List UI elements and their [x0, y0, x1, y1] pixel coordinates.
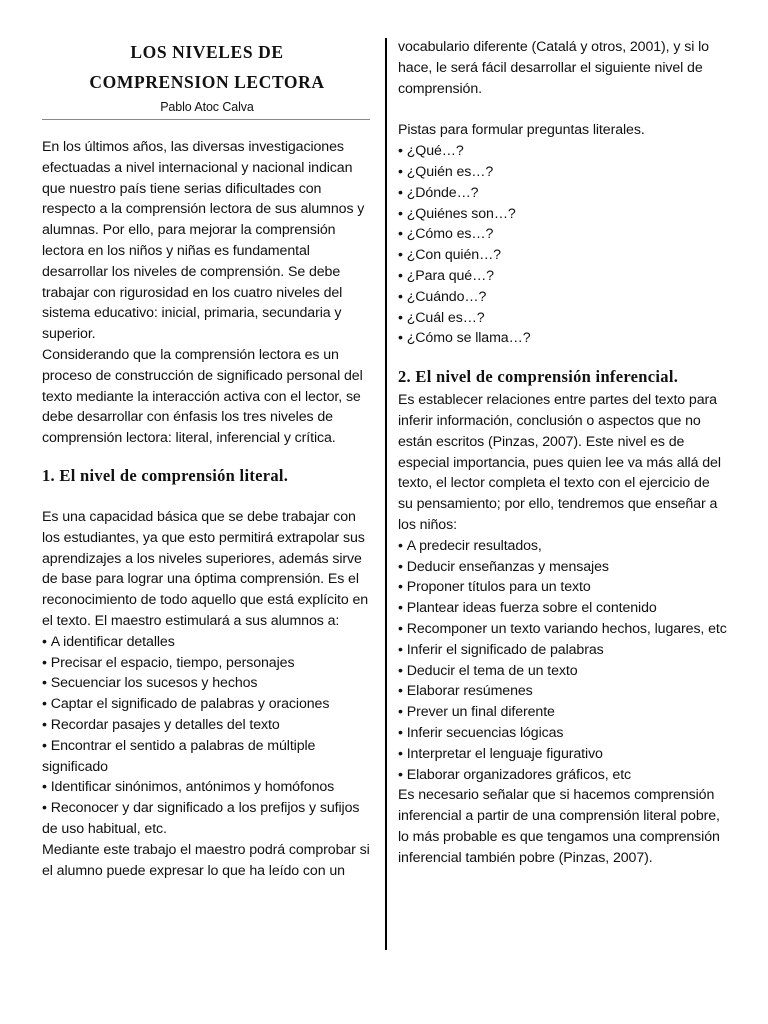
- list-item: • Secuenciar los sucesos y hechos: [42, 673, 372, 694]
- list-item: • A identificar detalles: [42, 632, 372, 653]
- list-item: • Elaborar resúmenes: [398, 681, 728, 702]
- list-item: • Captar el significado de palabras y oraciones: [42, 694, 372, 715]
- list-item: • Recomponer un texto variando hechos, lugares, etc: [398, 619, 728, 640]
- list-item: • Elaborar organizadores gráficos, etc: [398, 765, 728, 786]
- list-item: • Plantear ideas fuerza sobre el contenido: [398, 598, 728, 619]
- list-item: • ¿Cómo se llama…?: [398, 328, 728, 349]
- list-item: • Recordar pasajes y detalles del texto: [42, 715, 372, 736]
- column-divider: [385, 38, 387, 950]
- section-2-paragraph-1: Es establecer relaciones entre partes del texto para inferir información, conclusión o aspectos que no están escritos (Pinzas, 2007). Este nivel es de especial importancia, pues quien lee va más allá del texto, el lector completa el texto con el ejercicio de su pensamiento; por ello, tendremos que enseñar a los niños:: [398, 392, 721, 533]
- list-item: • Identificar sinónimos, antónimos y homófonos: [42, 777, 372, 798]
- list-item: • ¿Cuál es…?: [398, 308, 728, 329]
- list-item: • Inferir el significado de palabras: [398, 640, 728, 661]
- section-1-paragraph-2-continued: vocabulario diferente (Catalá y otros, 2001), y si lo hace, le será fácil desarrollar el siguiente nivel de comprensión.: [398, 39, 709, 97]
- title-rule: [42, 119, 370, 120]
- paragraph-gap: [398, 99, 728, 120]
- list-item: • ¿Cómo es…?: [398, 224, 728, 245]
- author-name: Pablo Atoc Calva: [160, 100, 254, 114]
- section-1-paragraph-2: Mediante este trabajo el maestro podrá comprobar si el alumno puede expresar lo que ha leído con un: [42, 841, 370, 879]
- list-item: • ¿Con quién…?: [398, 245, 728, 266]
- list-item: • Interpretar el lenguaje figurativo: [398, 744, 728, 765]
- title-line-1: LOS NIVELES DE: [130, 42, 284, 62]
- literal-questions-list: [398, 141, 728, 349]
- list-item: • A predecir resultados,: [398, 536, 728, 557]
- list-item: • Deducir el tema de un texto: [398, 661, 728, 682]
- section-1-heading: 1. El nivel de comprensión literal.: [42, 465, 289, 485]
- document-title: [42, 37, 372, 97]
- right-column: [398, 37, 728, 868]
- list-item: • ¿Quién es…?: [398, 162, 728, 183]
- list-item: • Deducir enseñanzas y mensajes: [398, 557, 728, 578]
- list-item: • Inferir secuencias lógicas: [398, 723, 728, 744]
- section-2-heading: 2. El nivel de comprensión inferencial.: [398, 367, 679, 387]
- list-item: • Precisar el espacio, tiempo, personajes: [42, 653, 372, 674]
- intro-paragraph-2: Considerando que la comprensión lectora es un proceso de construcción de significado personal del texto mediante la interacción activa con el lector, se debe desarrollar con énfasis los tres niveles de comprensión lectora: literal, inferencial y crítica.: [42, 346, 363, 447]
- left-column: [42, 0, 372, 881]
- list-item: • Proponer títulos para un texto: [398, 577, 728, 598]
- list-item: • ¿Quiénes son…?: [398, 204, 728, 225]
- literal-skills-list: [42, 632, 372, 840]
- section-1-paragraph-1: Es una capacidad básica que se debe trabajar con los estudiantes, ya que esto permitirá extrapolar sus aprendizajes a los niveles superiores, además sirve de base para lograr una óptima comprensión. Es el reconocimiento de todo aquello que está explícito en el texto. El maestro estimulará a sus alumnos a:: [42, 508, 369, 629]
- list-item: • ¿Cuándo…?: [398, 287, 728, 308]
- section-2-paragraph-2: Es necesario señalar que si hacemos comprensión inferencial a partir de una comprensión literal pobre, lo más probable es que tengamos una comprensión inferencial también pobre (Pinzas, 2007).: [398, 787, 720, 866]
- list-item: • Prever un final diferente: [398, 702, 728, 723]
- list-item: • Encontrar el sentido a palabras de múltiple significado: [42, 736, 372, 778]
- questions-title: Pistas para formular preguntas literales.: [398, 122, 645, 139]
- title-line-2: COMPRENSION LECTORA: [89, 72, 325, 92]
- list-item: • ¿Qué…?: [398, 141, 728, 162]
- list-item: • ¿Dónde…?: [398, 183, 728, 204]
- inferential-skills-list: [398, 536, 728, 786]
- list-item: • ¿Para qué…?: [398, 266, 728, 287]
- intro-paragraph-1: En los últimos años, las diversas investigaciones efectuadas a nivel internacional y nacional indican que nuestro país tiene serias dificultades con respecto a la comprensión lectora de sus alumnos y alumnas. Por ello, para mejorar la comprensión lectora en los niños y niñas es fundamental desarrollar los niveles de comprensión. Se debe trabajar con rigurosidad en los cuatro niveles del sistema educativo: inicial, primaria, secundaria y superior.: [42, 139, 365, 343]
- list-item: • Reconocer y dar significado a los prefijos y sufijos de uso habitual, etc.: [42, 798, 372, 840]
